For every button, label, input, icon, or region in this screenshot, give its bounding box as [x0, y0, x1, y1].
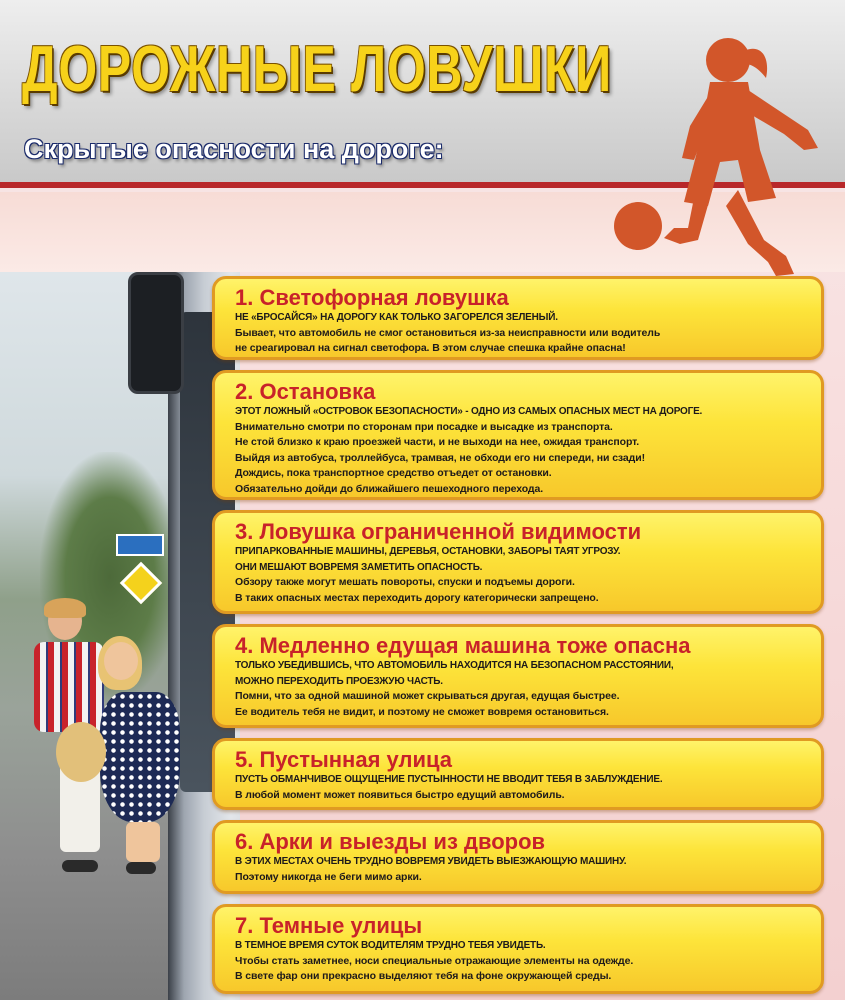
card-bus-stop: [212, 370, 824, 500]
card-empty-street: [212, 738, 824, 810]
card-title: 1. Светофорная ловушка: [235, 285, 509, 310]
card-line: ОНИ МЕШАЮТ ВОВРЕМЯ ЗАМЕТИТЬ ОПАСНОСТЬ.: [235, 561, 483, 573]
card-slow-car: [212, 624, 824, 728]
card-line: ПУСТЬ ОБМАНЧИВОЕ ОЩУЩЕНИЕ ПУСТЫННОСТИ НЕ ВВОДИТ ТЕБЯ В ЗАБЛУЖДЕНИЕ.: [235, 774, 663, 785]
boy-hair: [44, 598, 86, 618]
card-line: МОЖНО ПЕРЕХОДИТЬ ПРОЕЗЖУЮ ЧАСТЬ.: [235, 675, 443, 687]
card-line: В ЭТИХ МЕСТАХ ОЧЕНЬ ТРУДНО ВОВРЕМЯ УВИДЕТЬ ВЫЕЗЖАЮЩУЮ МАШИНУ.: [235, 856, 627, 867]
card-limited-visibility: [212, 510, 824, 614]
card-line: Поэтому никогда не беги мимо арки.: [235, 870, 422, 883]
card-arches-and-yards: [212, 820, 824, 894]
children-at-bus-stop-photo: [0, 272, 240, 1000]
girl-head: [104, 642, 138, 680]
girl-legs: [126, 822, 160, 862]
card-line: Чтобы стать заметнее, носи специальные отражающие элементы на одежде.: [235, 954, 634, 967]
card-line: ТОЛЬКО УБЕДИВШИСЬ, ЧТО АВТОМОБИЛЬ НАХОДИТСЯ НА БЕЗОПАСНОМ РАССТОЯНИИ,: [235, 660, 674, 671]
shoe: [62, 860, 98, 872]
card-dark-streets: [212, 904, 824, 994]
girl-dress: [100, 692, 180, 822]
bus-mirror: [128, 272, 184, 394]
card-title: 6. Арки и выезды из дворов: [235, 829, 546, 854]
card-line: Обязательно дойди до ближайшего пешеходного перехода.: [235, 482, 544, 495]
card-title: 2. Остановка: [235, 379, 376, 404]
small-girl-hair: [56, 722, 106, 782]
card-line: В ТЕМНОЕ ВРЕМЯ СУТОК ВОДИТЕЛЯМ ТРУДНО ТЕБЯ УВИДЕТЬ.: [235, 940, 546, 951]
card-title: 4. Медленно едущая машина тоже опасна: [235, 633, 691, 658]
poster-title: ДОРОЖНЫЕ ЛОВУШКИ: [22, 33, 613, 106]
card-line: В любой момент может появиться быстро едущий автомобиль.: [235, 788, 565, 801]
card-line: В таких опасных местах переходить дорогу категорически запрещено.: [235, 591, 599, 604]
card-title: 5. Пустынная улица: [235, 747, 452, 772]
shoe: [126, 862, 156, 874]
card-line: ПРИПАРКОВАННЫЕ МАШИНЫ, ДЕРЕВЬЯ, ОСТАНОВКИ, ЗАБОРЫ ТАЯТ УГРОЗУ.: [235, 546, 621, 557]
card-line: Помни, что за одной машиной может скрываться другая, едущая быстрее.: [235, 690, 620, 703]
card-line: Обзору также могут мешать повороты, спуски и подъемы дороги.: [235, 576, 575, 589]
card-line: Не стой близко к краю проезжей части, и не выходи на нее, ожидая транспорт.: [235, 436, 640, 449]
card-line: Внимательно смотри по сторонам при посадке и высадке из транспорта.: [235, 420, 613, 433]
card-line: Выйдя из автобуса, троллейбуса, трамвая, не обходи его ни спереди, ни сзади!: [235, 451, 645, 464]
card-title: 3. Ловушка ограниченной видимости: [235, 519, 642, 544]
boy-shirt: [34, 642, 104, 732]
card-line: Дождись, пока транспортное средство отъедет от остановки.: [235, 467, 552, 480]
card-line: Ее водитель тебя не видит, и поэтому не сможет вовремя остановиться.: [235, 705, 609, 718]
card-line: ЭТОТ ЛОЖНЫЙ «ОСТРОВОК БЕЗОПАСНОСТИ» - ОДНО ИЗ САМЫХ ОПАСНЫХ МЕСТ НА ДОРОГЕ.: [235, 406, 703, 417]
road-sign-blue: [116, 534, 164, 556]
card-traffic-light-trap: [212, 276, 824, 360]
child-with-ball-icon: [598, 30, 828, 290]
card-line: В свете фар они прекрасно выделяют тебя на фоне окружающей среды.: [235, 970, 612, 983]
card-line: Бывает, что автомобиль не смог остановиться из-за неисправности или водитель: [235, 326, 661, 339]
card-line: не среагировал на сигнал светофора. В этом случае спешка крайне опасна!: [235, 342, 626, 355]
card-line: НЕ «БРОСАЙСЯ» НА ДОРОГУ КАК ТОЛЬКО ЗАГОРЕЛСЯ ЗЕЛЕНЫЙ.: [235, 312, 558, 323]
card-title: 7. Темные улицы: [235, 913, 423, 938]
poster-subtitle: Скрытые опасности на дороге:: [24, 134, 444, 164]
